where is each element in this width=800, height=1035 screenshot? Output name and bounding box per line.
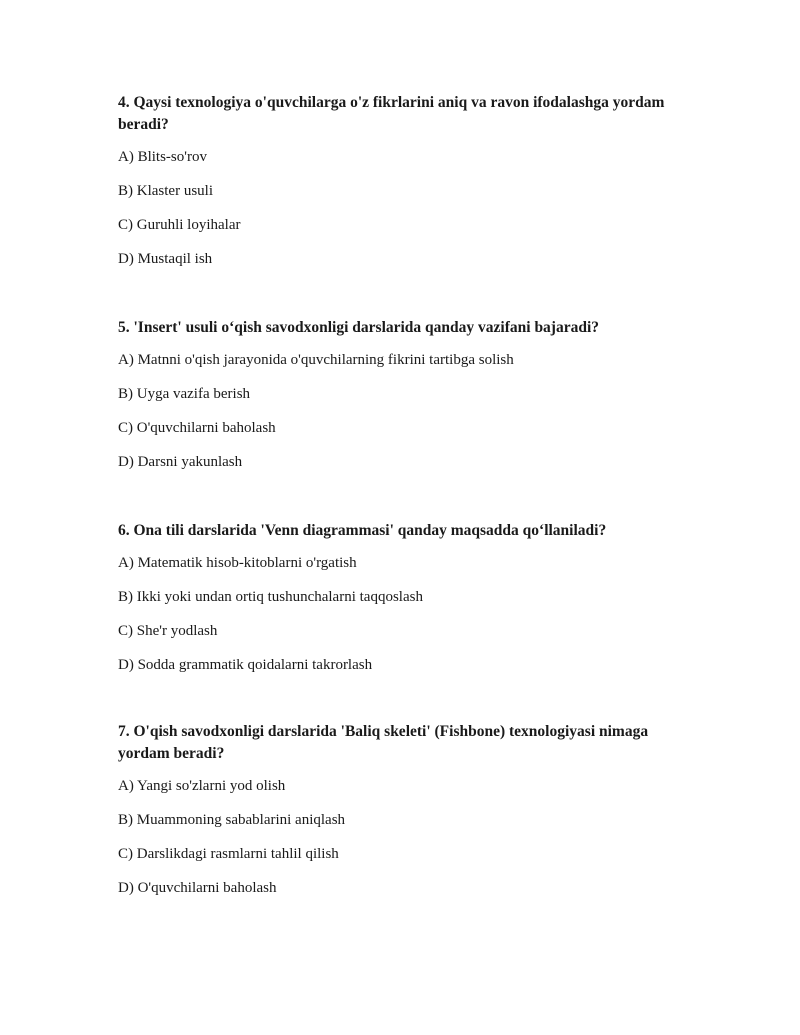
option-a: A) Yangi so'zlarni yod olish: [118, 778, 286, 794]
option-d: D) Darsni yakunlash: [118, 454, 243, 470]
question-title: 6. Ona tili darslarida 'Venn diagrammasi' qanday maqsadda qo‘llaniladi?: [118, 522, 607, 539]
question-title: 5. 'Insert' usuli o‘qish savodxonligi darslarida qanday vazifani bajaradi?: [118, 319, 600, 336]
question-title: 7. O'qish savodxonligi darslarida 'Baliq skeleti' (Fishbone) texnologiyasi nimaga yordam beradi?: [118, 723, 649, 762]
option-d: D) Sodda grammatik qoidalarni takrorlash: [118, 657, 373, 673]
option-c: C) Guruhli loyihalar: [118, 217, 241, 233]
question-5: [118, 317, 678, 486]
option-b: B) Klaster usuli: [118, 183, 213, 199]
question-7: [118, 721, 678, 912]
option-b: B) Uyga vazifa berish: [118, 386, 251, 402]
option-b: B) Ikki yoki undan ortiq tushunchalarni taqqoslash: [118, 589, 423, 605]
option-a: A) Matnni o'qish jarayonida o'quvchilarning fikrini tartibga solish: [118, 352, 514, 368]
question-4: [118, 92, 678, 283]
option-b: B) Muammoning sabablarini aniqlash: [118, 812, 346, 828]
option-d: D) Mustaqil ish: [118, 251, 213, 267]
question-title: 4. Qaysi texnologiya o'quvchilarga o'z fikrlarini aniq va ravon ifodalashga yordam beradi?: [118, 94, 665, 133]
option-c: C) Darslikdagi rasmlarni tahlil qilish: [118, 846, 339, 862]
option-c: C) She'r yodlash: [118, 623, 218, 639]
question-6: [118, 520, 678, 689]
option-d: D) O'quvchilarni baholash: [118, 880, 277, 896]
option-a: A) Blits-so'rov: [118, 149, 207, 165]
option-c: C) O'quvchilarni baholash: [118, 420, 276, 436]
option-a: A) Matematik hisob-kitoblarni o'rgatish: [118, 555, 357, 571]
